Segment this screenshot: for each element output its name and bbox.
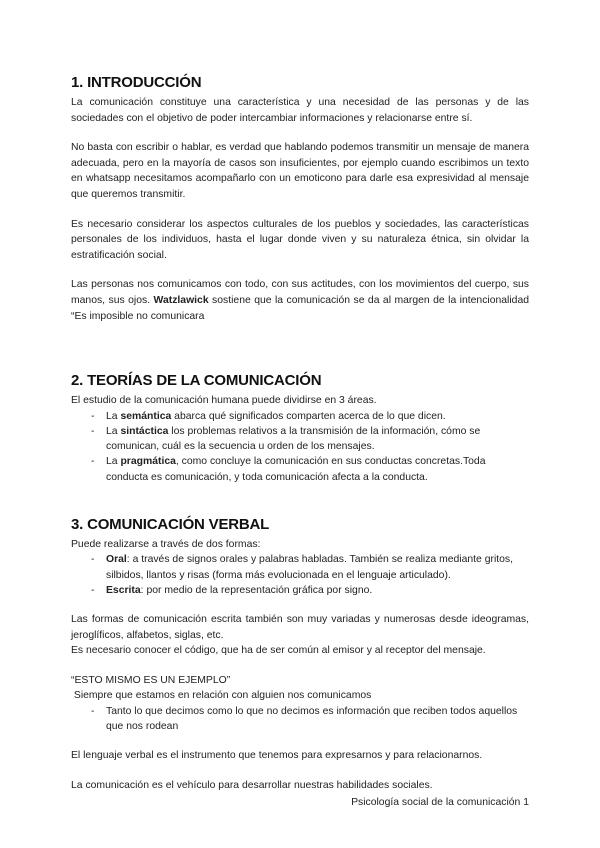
text-span: abarca qué significados comparten acerca de lo que dicen.	[171, 410, 446, 422]
section-heading-teorias: 2. TEORÍAS DE LA COMUNICACIÓN	[71, 372, 322, 390]
list-dash: -	[91, 425, 95, 437]
list-item	[71, 454, 529, 484]
paragraph: El estudio de la comunicación humana puede dividirse en 3 áreas.	[71, 395, 377, 407]
bold-term: Escrita	[106, 584, 141, 596]
section-heading-introduccion: 1. INTRODUCCIÓN	[71, 74, 202, 91]
bold-term: sintáctica	[120, 425, 169, 437]
page-footer: Psicología social de la comunicación 1	[351, 797, 529, 808]
text-span: : por medio de la representación gráfica por signo.	[140, 584, 373, 596]
paragraph: Es necesario considerar los aspectos culturales de los pueblos y sociedades, las características personales de los individuos, hasta el lugar donde viven y su naturaleza étnica, sin olvidar la estratificación social.	[71, 218, 529, 261]
list-item	[71, 409, 529, 424]
paragraph: Es necesario conocer el código, que ha de ser común al emisor y al receptor del mensaje.	[71, 645, 486, 657]
paragraph: No basta con escribir o hablar, es verdad que hablando podemos transmitir un mensaje de manera adecuada, pero en la mayoría de casos son insuficientes, por ejemplo cuando escribimos un texto en whatsapp necesitamos acompañarlo con un emoticono para darle esa expresividad al mensaje que queremos transmitir.	[71, 142, 529, 200]
list-dash: -	[91, 410, 95, 422]
example-list	[71, 704, 529, 734]
text-span: los problemas relativos a la transmisión de la información, cómo se comunican, cuál es la secuencia u orden de los mensajes.	[106, 425, 481, 453]
list-item	[71, 424, 529, 454]
paragraph: Puede realizarse a través de dos formas:	[71, 538, 261, 550]
paragraph: Las formas de comunicación escrita también son muy variadas y numerosas desde ideogramas, jeroglíficos, alfabetos, siglas, etc.	[71, 613, 529, 641]
section-heading-comunicacion-verbal: 3. COMUNICACIÓN VERBAL	[71, 515, 270, 533]
text-span: La	[106, 425, 121, 437]
paragraph: El lenguaje verbal es el instrumento que tenemos para expresarnos y para relacionarnos.	[71, 750, 483, 762]
list-dash: -	[91, 584, 95, 596]
forms-list	[71, 552, 529, 598]
list-item	[71, 583, 529, 598]
text-span: Las personas nos comunicamos con todo, con sus actitudes, con los movimientos del cuerpo, sus manos, sus ojos.	[71, 279, 529, 306]
list-dash: -	[91, 705, 95, 717]
bold-term: semántica	[120, 410, 172, 422]
list-dash: -	[91, 554, 95, 566]
paragraph-watzlawick	[71, 277, 529, 324]
text-span: La	[106, 456, 121, 468]
list-item	[71, 552, 529, 582]
text-span: : a través de signos orales y palabras habladas. También se realiza mediante gritos, silbidos, llantos y risas (forma más evolucionada en el lenguaje articulado).	[106, 554, 514, 581]
paragraph: Siempre que estamos en relación con alguien nos comunicamos	[71, 690, 372, 702]
example-quote: “ESTO MISMO ES UN EJEMPLO”	[71, 674, 231, 686]
areas-list	[71, 409, 529, 485]
bold-term: Oral	[106, 554, 127, 566]
text-span: La	[106, 410, 121, 422]
text-span: , como concluye la comunicación en sus conductas concretas.Toda conducta es comunicación, y toda comunicación afecta a la conducta.	[106, 456, 486, 483]
bold-term: pragmática	[120, 456, 176, 468]
list-dash: -	[91, 456, 95, 468]
paragraph: La comunicación constituye una característica y una necesidad de las personas y de las sociedades con el objetivo de poder intercambiar informaciones y relacionarse entre sí.	[71, 97, 529, 124]
list-item	[71, 704, 529, 734]
text-span: Tanto lo que decimos como lo que no decimos es información que reciben todos aquellos que nos rodean	[106, 705, 518, 733]
bold-term: Watzlawick	[153, 294, 209, 306]
document-body	[71, 74, 529, 794]
text-span: sostiene que la comunicación se da al margen de la intencionalidad “Es imposible no comunicara	[71, 294, 530, 322]
paragraph: La comunicación es el vehículo para desarrollar nuestras habilidades sociales.	[71, 779, 433, 791]
